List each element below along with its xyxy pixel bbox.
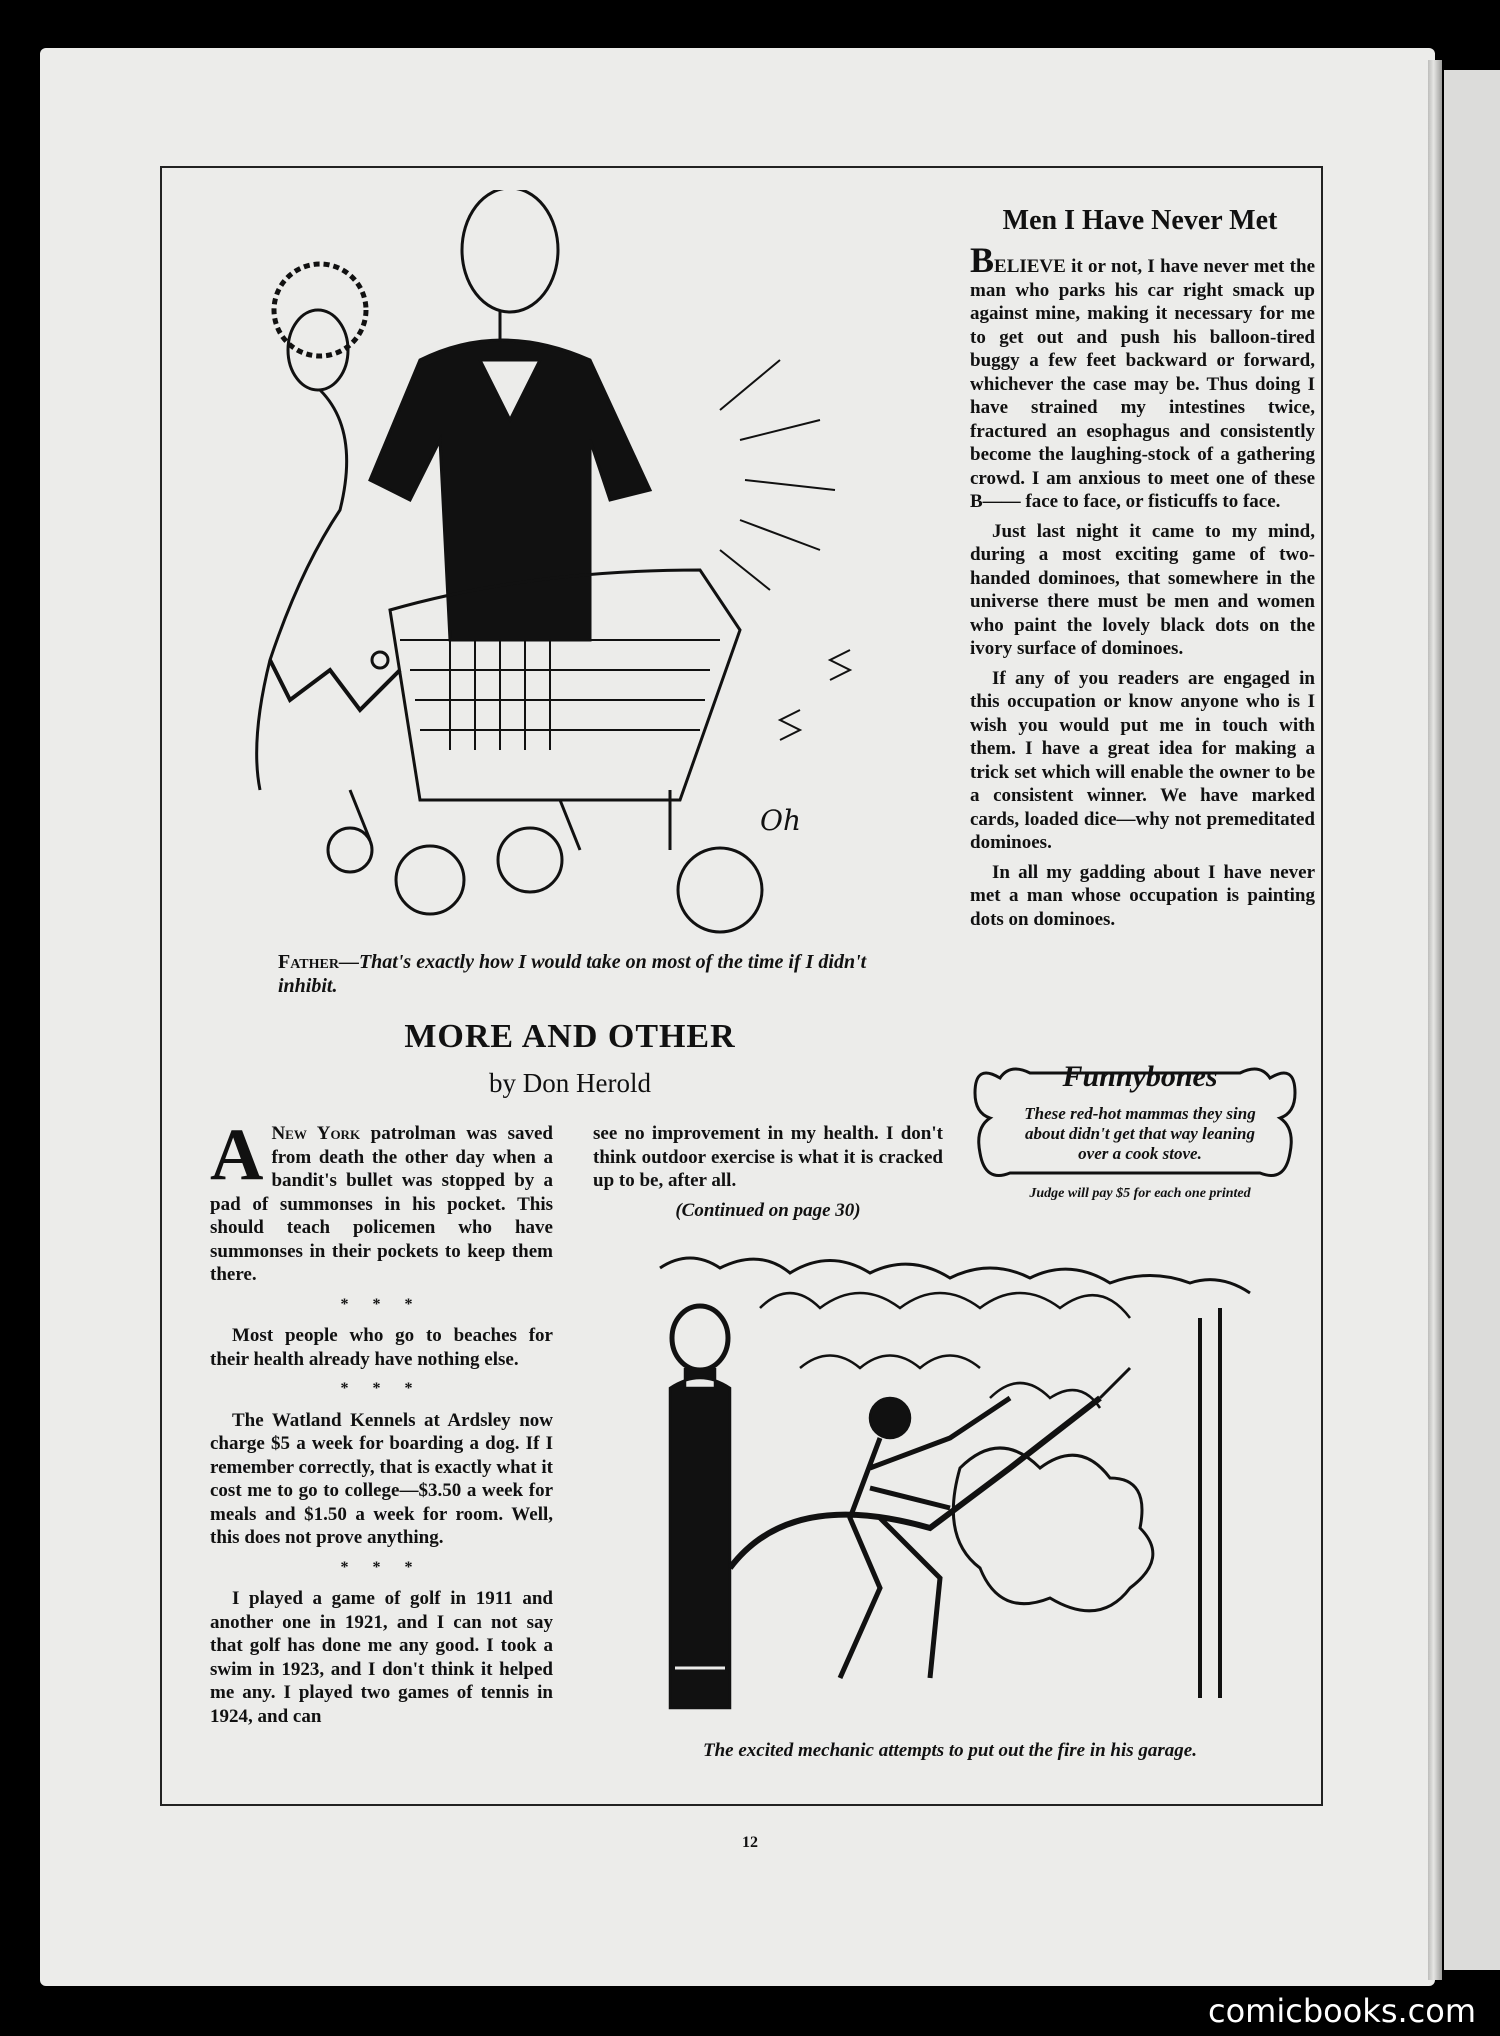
funnybones-joke: These red-hot mammas they sing about didn't get that way leaning over a cook stove. (1024, 1104, 1256, 1163)
men-article-title: Men I Have Never Met (1002, 205, 1278, 236)
separator-stars: * * * (340, 1295, 423, 1313)
cartoon2-caption: The excited mechanic attempts to put out the fire in his garage. (703, 1740, 1197, 1761)
more-article-paragraph-4: I played a game of golf in 1911 and another one in 1921, and I can not say that golf has done me any good. I took a swim in 1923, and I don't think it helped me any. I played two games of tennis in 1924, and can (210, 1588, 553, 1727)
men-article-paragraph-3: If any of you readers are engaged in this occupation or know anyone who is I wish you would put me in touch with them. I have a great idea for making a trick set which will enable the owner to be a consistent winner. We have marked cards, loaded dice—why not premeditated dominoes. (970, 667, 1315, 853)
men-article-first-word: ELIEVE (994, 256, 1066, 277)
men-article-paragraph-4: In all my gadding about I have never met a man whose occupation is painting dots on dominoes. (970, 861, 1315, 930)
more-article-title: MORE AND OTHER (404, 1018, 736, 1055)
more-article-paragraph-2: Most people who go to beaches for their health already have nothing else. (210, 1325, 553, 1370)
page-number: 12 (742, 1834, 758, 1851)
funnybones-payment-note: Judge will pay $5 for each one printed (1029, 1186, 1251, 1201)
site-watermark[interactable]: comicbooks.com (1207, 1992, 1476, 2030)
more-article-right-column (593, 1122, 943, 1222)
cartoon-mechanic-fire (640, 1248, 1320, 1728)
more-article-paragraph-4-continued: see no improvement in my health. I don't think outdoor exercise is what it is cracked up to be, after all. (593, 1123, 943, 1191)
separator-stars: * * * (340, 1380, 423, 1397)
men-article-paragraph-2: Just last night it came to my mind, during a most exciting game of two-handed dominoes, that somewhere in the universe there must be men and women who paint the lovely black dots on the ivory surface of dominoes. (970, 520, 1315, 659)
funnybones-title: Funnybones (1062, 1060, 1218, 1093)
cartoon-family-carriage (200, 190, 940, 940)
continued-note: (Continued on page 30) (675, 1199, 861, 1221)
separator-stars: * * * (340, 1558, 423, 1576)
more-article-paragraph-1: A New York patrolman was saved from death the other day when a bandit's bullet was stopped by a pad of summonses in his pocket. This should teach policemen who have summonses in their pockets to keep them there. (210, 1114, 553, 1285)
cartoon1-speaker: Father (278, 951, 339, 973)
page-spine (1428, 60, 1442, 1980)
more-article-left-column (210, 1114, 553, 1734)
cartoon1-caption (278, 950, 918, 998)
more-article-drop-letter: A (210, 1114, 264, 1196)
more-article-byline: by Don Herold (489, 1068, 651, 1098)
men-article-body (970, 240, 1315, 937)
facing-page-edge (1444, 70, 1500, 1970)
men-article-paragraph-1: BELIEVE it or not, I have never met the man who parks his car right smack up against mine, making it necessary for me to get out and push his balloon-tired buggy a few feet backward or forward, whichever the case may be. Thus doing I have strained my intestines twice, fractured an esophagus and consistently become the laughing-stock of a gathering crowd. I am anxious to meet one of these B—— face to face, or fisticuffs to face. (970, 240, 1315, 512)
men-article-drop-letter: B (970, 240, 995, 280)
cartoon1-signature: Oh (760, 804, 801, 837)
cartoon1-caption-text: —That's exactly how I would take on most of the time if I didn't inhibit. (278, 951, 867, 997)
more-article-paragraph-3: The Watland Kennels at Ardsley now charge $5 a week for boarding a dog. If I remember correctly, that is exactly what it cost me to go to college—$3.50 a week for meals and $1.50 a week for room. Well, this does not prove anything. (210, 1409, 553, 1548)
